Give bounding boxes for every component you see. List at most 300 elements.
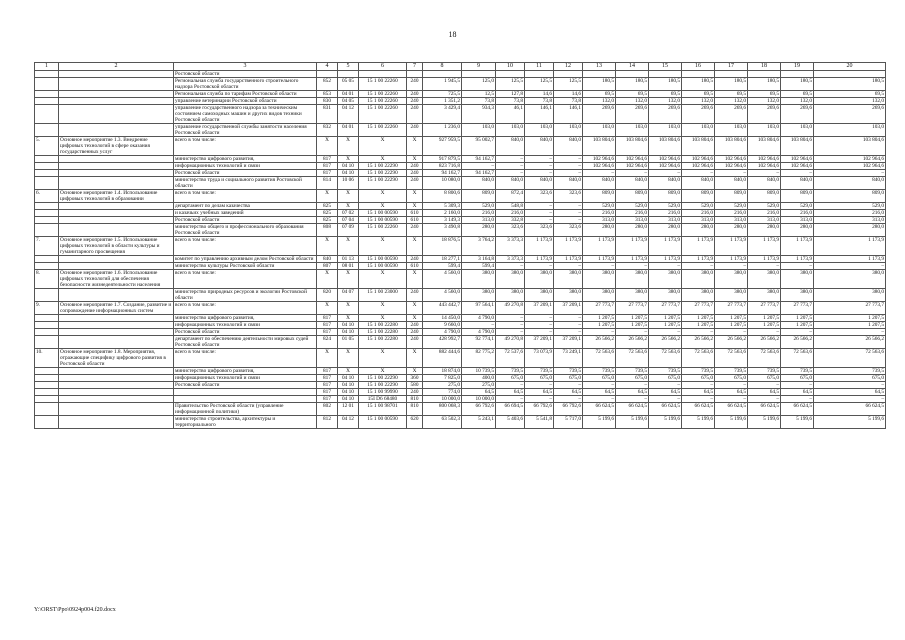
- value-cell: 37 209,1: [554, 302, 583, 315]
- value-cell: –: [525, 315, 554, 322]
- value-cell: 599,4: [423, 263, 462, 270]
- value-cell: 103 804,6: [616, 137, 649, 156]
- value-cell: 809,0: [649, 190, 682, 203]
- measure-name-cell: [59, 156, 174, 163]
- budget-code-cell: 840: [317, 256, 338, 263]
- value-cell: 313,0: [781, 217, 814, 224]
- value-cell: [616, 71, 649, 78]
- measure-name-cell: [59, 163, 174, 170]
- value-cell: 313,0: [814, 217, 886, 224]
- value-cell: 66 792,6: [462, 403, 496, 416]
- executor-cell: министерство цифрового развития,: [174, 368, 317, 375]
- value-cell: 313,0: [462, 217, 496, 224]
- row-number-cell: [35, 256, 59, 263]
- value-cell: 529,0: [715, 203, 748, 210]
- row-number-cell: [35, 105, 59, 124]
- budget-code-cell: [407, 71, 423, 78]
- budget-code-cell: X: [338, 368, 359, 375]
- budget-code-cell: 12 01: [338, 403, 359, 416]
- value-cell: 1 207,5: [715, 322, 748, 329]
- row-number-cell: [35, 289, 59, 302]
- row-number-cell: [35, 416, 59, 429]
- value-cell: 323,6: [525, 224, 554, 237]
- value-cell: 840,0: [616, 177, 649, 190]
- measure-name-cell: Основное мероприятие 1.3. Внедрение цифровых технологий в сфере оказания государственных услуг: [59, 137, 174, 156]
- value-cell: –: [649, 396, 682, 403]
- budget-code-cell: 15 1 00 99990: [359, 389, 407, 396]
- value-cell: 27 773,7: [781, 302, 814, 315]
- value-cell: 934,3: [462, 105, 496, 124]
- value-cell: 73,8: [462, 98, 496, 105]
- executor-cell: Ростовской области: [174, 170, 317, 177]
- measure-name-cell: [59, 177, 174, 190]
- value-cell: 27 773,7: [682, 302, 715, 315]
- table-row: [35, 71, 886, 78]
- value-cell: –: [525, 203, 554, 210]
- value-cell: 739,5: [525, 368, 554, 375]
- value-cell: 102 964,6: [781, 163, 814, 170]
- budget-code-cell: 610: [407, 263, 423, 270]
- value-cell: 400,0: [462, 375, 496, 382]
- value-cell: 3 429,4: [423, 105, 462, 124]
- value-cell: 14,6: [525, 91, 554, 98]
- budget-code-cell: 240: [407, 177, 423, 190]
- value-cell: 5 199,6: [814, 416, 886, 429]
- budget-code-cell: 812: [317, 416, 338, 429]
- value-cell: 103,0: [496, 124, 525, 137]
- budget-code-cell: X: [317, 270, 338, 289]
- value-cell: 675,0: [748, 375, 781, 382]
- value-cell: 380,0: [715, 270, 748, 289]
- value-cell: 675,0: [616, 375, 649, 382]
- value-cell: 269,6: [682, 105, 715, 124]
- value-cell: 64,5: [554, 389, 583, 396]
- column-header: 13: [583, 63, 616, 71]
- value-cell: 380,0: [814, 270, 886, 289]
- column-number-header-row: [35, 63, 886, 71]
- value-cell: 103,0: [583, 124, 616, 137]
- value-cell: 102 964,6: [682, 163, 715, 170]
- value-cell: –: [616, 263, 649, 270]
- value-cell: 774,0: [423, 389, 462, 396]
- value-cell: 1 173,9: [715, 237, 748, 256]
- table-row: [35, 368, 886, 375]
- budget-code-cell: 240: [407, 105, 423, 124]
- value-cell: 4 560,0: [423, 270, 462, 289]
- value-cell: 313,0: [649, 217, 682, 224]
- value-cell: 102 964,6: [814, 163, 886, 170]
- table-row: [35, 137, 886, 156]
- column-header: 1: [35, 63, 59, 71]
- value-cell: 69,5: [649, 91, 682, 98]
- value-cell: –: [781, 263, 814, 270]
- value-cell: 280,0: [583, 224, 616, 237]
- value-cell: 380,0: [462, 289, 496, 302]
- value-cell: 3 490,8: [423, 224, 462, 237]
- executor-cell: управление государственной службы занятости населения Ростовской области: [174, 124, 317, 137]
- executor-cell: министерство общего и профессионального образования Ростовской области: [174, 224, 317, 237]
- value-cell: 3 164,8: [462, 256, 496, 263]
- value-cell: 739,5: [748, 368, 781, 375]
- value-cell: 269,6: [583, 105, 616, 124]
- value-cell: 37 209,1: [525, 302, 554, 315]
- value-cell: 127,8: [496, 91, 525, 98]
- budget-code-cell: 01 05: [338, 336, 359, 349]
- value-cell: –: [748, 263, 781, 270]
- budget-code-cell: X: [317, 237, 338, 256]
- table-row: [35, 105, 886, 124]
- value-cell: 3 149,3: [423, 217, 462, 224]
- value-cell: –: [496, 315, 525, 322]
- row-number-cell: [35, 217, 59, 224]
- budget-code-cell: X: [317, 190, 338, 203]
- budget-code-cell: 807: [317, 263, 338, 270]
- measure-name-cell: [59, 91, 174, 98]
- row-number-cell: 6.: [35, 190, 59, 203]
- budget-code-cell: X: [359, 349, 407, 368]
- value-cell: 27 773,7: [814, 302, 886, 315]
- budget-code-cell: 07 02: [338, 210, 359, 217]
- value-cell: 125,0: [462, 78, 496, 91]
- row-number-cell: 10.: [35, 349, 59, 368]
- value-cell: 18 277,1: [423, 256, 462, 263]
- value-cell: 840,0: [525, 177, 554, 190]
- value-cell: 380,0: [554, 289, 583, 302]
- value-cell: 1 207,5: [649, 315, 682, 322]
- value-cell: 64,5: [814, 389, 886, 396]
- budget-code-cell: 04 10: [338, 396, 359, 403]
- value-cell: –: [554, 217, 583, 224]
- value-cell: 269,6: [781, 105, 814, 124]
- value-cell: 102 964,6: [583, 156, 616, 163]
- budget-code-cell: 240: [407, 78, 423, 91]
- value-cell: 1 207,5: [781, 315, 814, 322]
- budget-code-cell: 817: [317, 163, 338, 170]
- value-cell: 102 964,6: [682, 156, 715, 163]
- row-number-cell: [35, 98, 59, 105]
- value-cell: 103,0: [781, 124, 814, 137]
- executor-cell: министерство цифрового развития,: [174, 156, 317, 163]
- value-cell: –: [682, 170, 715, 177]
- column-header: 5: [338, 63, 359, 71]
- value-cell: 675,0: [649, 375, 682, 382]
- row-number-cell: 5.: [35, 137, 59, 156]
- value-cell: 27 773,7: [649, 302, 682, 315]
- value-cell: –: [616, 329, 649, 336]
- budget-code-cell: 610: [407, 217, 423, 224]
- value-cell: 809,0: [748, 190, 781, 203]
- value-cell: 72 563,6: [748, 349, 781, 368]
- budget-code-cell: 15 1 00 22260: [359, 98, 407, 105]
- value-cell: –: [496, 382, 525, 389]
- value-cell: –: [583, 170, 616, 177]
- budget-code-cell: 817: [317, 315, 338, 322]
- value-cell: –: [715, 329, 748, 336]
- table-row: [35, 349, 886, 368]
- value-cell: 1 173,9: [616, 237, 649, 256]
- column-header: 12: [554, 63, 583, 71]
- budget-code-cell: 15 1 00 22280: [359, 336, 407, 349]
- value-cell: [423, 71, 462, 78]
- value-cell: 132,0: [748, 98, 781, 105]
- value-cell: 82 775,2: [462, 349, 496, 368]
- budget-code-cell: X: [317, 302, 338, 315]
- row-number-cell: [35, 203, 59, 210]
- value-cell: 380,0: [616, 270, 649, 289]
- value-cell: –: [814, 329, 886, 336]
- value-cell: 840,0: [462, 177, 496, 190]
- value-cell: 132,0: [583, 98, 616, 105]
- budget-code-cell: 15 1 00 22290: [359, 163, 407, 170]
- value-cell: 1 207,5: [715, 315, 748, 322]
- executor-cell: министерство труда и социального развития Ростовской области: [174, 177, 317, 190]
- value-cell: 823 716,8: [423, 163, 462, 170]
- value-cell: –: [748, 329, 781, 336]
- value-cell: 380,0: [781, 289, 814, 302]
- value-cell: [462, 71, 496, 78]
- value-cell: 872,4: [496, 190, 525, 203]
- value-cell: 102 964,6: [616, 156, 649, 163]
- value-cell: 313,0: [583, 217, 616, 224]
- value-cell: 927 959,5: [423, 137, 462, 156]
- budget-code-cell: X: [338, 270, 359, 289]
- value-cell: 380,0: [649, 270, 682, 289]
- value-cell: 1 207,5: [748, 315, 781, 322]
- column-header: 8: [423, 63, 462, 71]
- value-cell: 840,0: [554, 177, 583, 190]
- value-cell: –: [554, 170, 583, 177]
- budget-code-cell: 15 1 00 22280: [359, 329, 407, 336]
- budget-code-cell: 810: [407, 396, 423, 403]
- value-cell: –: [496, 263, 525, 270]
- measure-name-cell: [59, 315, 174, 322]
- page-number: 18: [448, 30, 457, 39]
- value-cell: 66 624,5: [781, 403, 814, 416]
- measure-name-cell: Основное мероприятие 1.5. Использование цифровых технологий в области культуры и гуманитарного просвещения: [59, 237, 174, 256]
- value-cell: 280,0: [715, 224, 748, 237]
- row-number-cell: [35, 263, 59, 270]
- value-cell: 809,0: [814, 190, 886, 203]
- budget-code-cell: 15 1 00 00590: [359, 263, 407, 270]
- budget-code-cell: 824: [317, 336, 338, 349]
- budget-code-cell: X: [359, 156, 407, 163]
- measure-name-cell: [59, 389, 174, 396]
- budget-code-cell: X: [407, 237, 423, 256]
- value-cell: 69,5: [715, 91, 748, 98]
- value-cell: 1 207,5: [682, 315, 715, 322]
- value-cell: 37 209,1: [554, 336, 583, 349]
- value-cell: –: [525, 156, 554, 163]
- value-cell: 125,5: [554, 78, 583, 91]
- value-cell: 26 566,2: [715, 336, 748, 349]
- value-cell: 103,0: [616, 124, 649, 137]
- value-cell: 5 199,6: [715, 416, 748, 429]
- value-cell: –: [715, 382, 748, 389]
- budget-code-cell: 830: [317, 98, 338, 105]
- budget-code-cell: 817: [317, 170, 338, 177]
- value-cell: 26 566,2: [583, 336, 616, 349]
- value-cell: –: [781, 329, 814, 336]
- column-header: 18: [748, 63, 781, 71]
- budget-code-cell: X: [407, 156, 423, 163]
- value-cell: 840,0: [525, 137, 554, 156]
- value-cell: 5 199,6: [649, 416, 682, 429]
- value-cell: 66 792,6: [554, 403, 583, 416]
- budget-code-cell: 04 10: [338, 375, 359, 382]
- budget-code-cell: X: [338, 203, 359, 210]
- value-cell: [554, 71, 583, 78]
- value-cell: 216,0: [583, 210, 616, 217]
- value-cell: 840,0: [496, 177, 525, 190]
- budget-code-cell: X: [359, 368, 407, 375]
- value-cell: 102 964,6: [616, 163, 649, 170]
- value-cell: 1 207,5: [814, 315, 886, 322]
- value-cell: –: [682, 263, 715, 270]
- budget-code-cell: 04 12: [338, 416, 359, 429]
- value-cell: 216,0: [682, 210, 715, 217]
- table-row: [35, 389, 886, 396]
- table-row: [35, 329, 886, 336]
- value-cell: 739,5: [682, 368, 715, 375]
- value-cell: 125,5: [525, 78, 554, 91]
- value-cell: 1 173,9: [649, 256, 682, 263]
- measure-name-cell: [59, 71, 174, 78]
- budget-code-cell: 802: [317, 403, 338, 416]
- value-cell: 73 249,1: [554, 349, 583, 368]
- table-row: [35, 170, 886, 177]
- value-cell: 26 566,2: [682, 336, 715, 349]
- budget-code-cell: 240: [407, 98, 423, 105]
- value-cell: 313,0: [682, 217, 715, 224]
- value-cell: 180,5: [814, 78, 886, 91]
- table-row: [35, 203, 886, 210]
- column-header: 14: [616, 63, 649, 71]
- value-cell: –: [616, 396, 649, 403]
- column-header: 2: [59, 63, 174, 71]
- value-cell: 840,0: [781, 177, 814, 190]
- measure-name-cell: [59, 217, 174, 224]
- budget-code-cell: 360: [407, 375, 423, 382]
- value-cell: 27 773,7: [583, 302, 616, 315]
- executor-cell: Региональная служба по тарифам Ростовской области: [174, 91, 317, 98]
- row-number-cell: [35, 156, 59, 163]
- value-cell: 1 173,9: [583, 237, 616, 256]
- row-number-cell: [35, 375, 59, 382]
- budget-code-cell: X: [359, 137, 407, 156]
- budget-code-cell: 04 05: [338, 98, 359, 105]
- value-cell: 1 173,9: [682, 256, 715, 263]
- executor-cell: [174, 396, 317, 403]
- value-cell: 103 804,6: [781, 137, 814, 156]
- value-cell: 12,5: [462, 91, 496, 98]
- value-cell: 2 160,0: [423, 210, 462, 217]
- column-header: 9: [462, 63, 496, 71]
- value-cell: 64,5: [583, 389, 616, 396]
- budget-code-cell: 04 10: [338, 170, 359, 177]
- budget-code-cell: 817: [317, 382, 338, 389]
- value-cell: 1 173,9: [554, 237, 583, 256]
- value-cell: –: [525, 163, 554, 170]
- value-cell: [496, 71, 525, 78]
- footer-file-path: Y:\ORST\Ppo\0924p004.f20.docx: [34, 607, 116, 613]
- value-cell: 739,5: [781, 368, 814, 375]
- value-cell: 675,0: [682, 375, 715, 382]
- value-cell: 103 804,6: [649, 137, 682, 156]
- value-cell: 103 804,6: [715, 137, 748, 156]
- value-cell: 103,0: [748, 124, 781, 137]
- value-cell: 1 207,5: [781, 322, 814, 329]
- value-cell: 102 964,6: [715, 156, 748, 163]
- value-cell: 675,0: [583, 375, 616, 382]
- budget-code-cell: 15 1 00 22260: [359, 124, 407, 137]
- value-cell: 5 199,6: [748, 416, 781, 429]
- value-cell: 5 199,6: [781, 416, 814, 429]
- value-cell: 380,0: [814, 289, 886, 302]
- value-cell: 1 207,5: [583, 315, 616, 322]
- value-cell: 840,0: [583, 177, 616, 190]
- table-row: [35, 302, 886, 315]
- value-cell: 64,5: [462, 389, 496, 396]
- value-cell: 180,5: [682, 78, 715, 91]
- value-cell: 18 876,5: [423, 237, 462, 256]
- budget-code-cell: 240: [407, 170, 423, 177]
- budget-code-cell: 04 10: [338, 382, 359, 389]
- table-body: [35, 71, 886, 429]
- value-cell: 725,5: [423, 91, 462, 98]
- value-cell: 63 502,3: [423, 416, 462, 429]
- budget-code-cell: 580: [407, 382, 423, 389]
- value-cell: 73,8: [554, 98, 583, 105]
- value-cell: –: [583, 329, 616, 336]
- value-cell: 5 309,3: [423, 203, 462, 210]
- value-cell: 809,0: [462, 190, 496, 203]
- value-cell: 3 764,2: [462, 237, 496, 256]
- value-cell: 380,0: [554, 270, 583, 289]
- budget-code-cell: [359, 71, 407, 78]
- table-row: [35, 124, 886, 137]
- executor-cell: и казачьих учебных заведений: [174, 210, 317, 217]
- executor-cell: управление ветеринарии Ростовской области: [174, 98, 317, 105]
- row-number-cell: [35, 78, 59, 91]
- value-cell: 1 173,9: [682, 237, 715, 256]
- value-cell: 809,0: [583, 190, 616, 203]
- budget-code-cell: 04 10: [338, 329, 359, 336]
- value-cell: 675,0: [781, 375, 814, 382]
- executor-cell: информационных технологий и связи: [174, 163, 317, 170]
- table-row: [35, 396, 886, 403]
- row-number-cell: [35, 163, 59, 170]
- budget-code-cell: 240: [407, 336, 423, 349]
- measure-name-cell: Основное мероприятие 1.4. Использование цифровых технологий в образовании: [59, 190, 174, 203]
- value-cell: –: [583, 396, 616, 403]
- measure-name-cell: [59, 203, 174, 210]
- budget-code-cell: 07 09: [338, 224, 359, 237]
- value-cell: 92 774,1: [462, 336, 496, 349]
- value-cell: 37 209,1: [525, 336, 554, 349]
- budget-code-cell: [317, 71, 338, 78]
- measure-name-cell: [59, 396, 174, 403]
- value-cell: 180,5: [649, 78, 682, 91]
- budget-code-cell: X: [407, 270, 423, 289]
- value-cell: 840,0: [649, 177, 682, 190]
- value-cell: 840,0: [554, 137, 583, 156]
- budget-code-cell: 08 01: [338, 263, 359, 270]
- budget-code-cell: 240: [407, 91, 423, 98]
- value-cell: 72 537,6: [496, 349, 525, 368]
- value-cell: 14 450,0: [423, 315, 462, 322]
- measure-name-cell: [59, 98, 174, 105]
- value-cell: 5 199,6: [616, 416, 649, 429]
